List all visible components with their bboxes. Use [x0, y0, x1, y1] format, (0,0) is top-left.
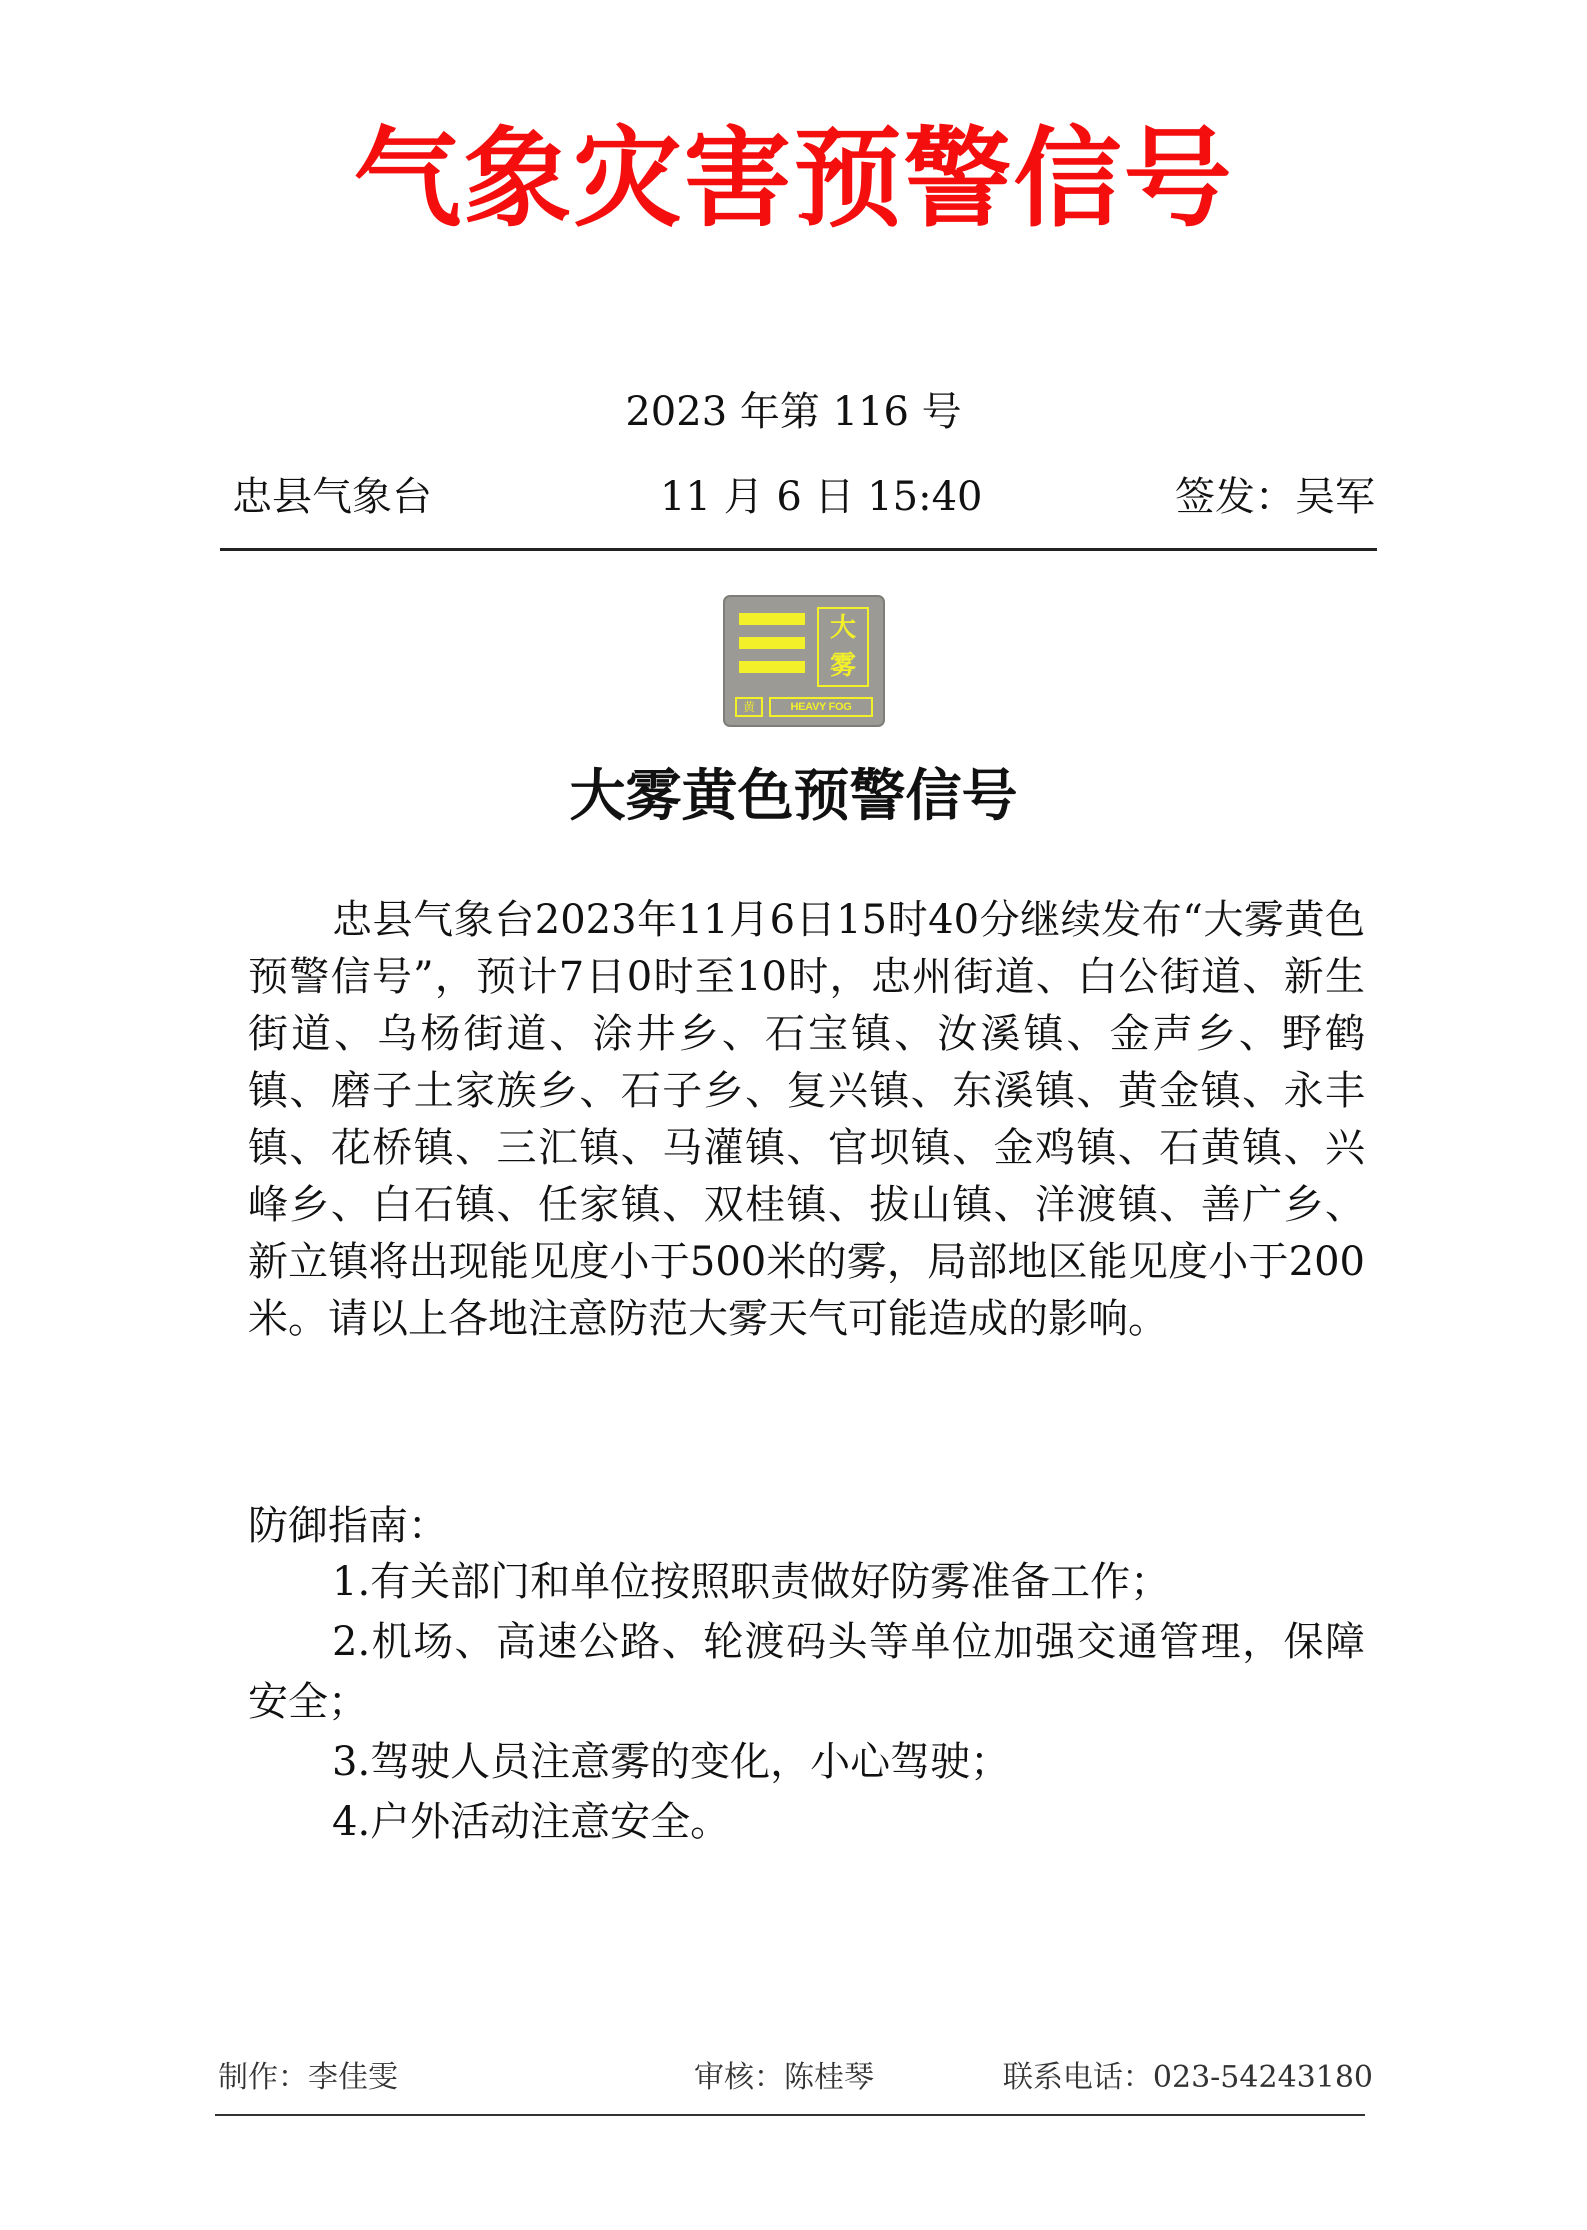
issuer: 忠县气象台: [232, 474, 432, 520]
warning-body: 忠县气象台2023年11月6日15时40分继续发布“大雾黄色预警信号”，预计7日0时至10时，忠州街道、白公街道、新生街道、乌杨街道、涂井乡、石宝镇、汝溪镇、金声乡、野鹤镇、磨子土家族乡、石子乡、复兴镇、东溪镇、黄金镇、永丰镇、花桥镇、三汇镇、马灌镇、官坝镇、金鸡镇、石黄镇、兴峰乡、白石镇、任家镇、双桂镇、拔山镇、洋渡镇、善广乡、新立镇将出现能见度小于500米的雾，局部地区能见度小于200米。请以上各地注意防范大雾天气可能造成的影响。: [248, 897, 1365, 1342]
sign-characters: 大 雾: [817, 607, 869, 687]
guide-item: 2.机场、高速公路、轮渡码头等单位加强交通管理，保障安全；: [248, 1619, 1365, 1725]
guide-item: 1.有关部门和单位按照职责做好防雾准备工作；: [332, 1559, 1171, 1605]
issue-datetime: 11 月 6 日 15:40: [660, 474, 983, 520]
signer: 签发：吴军: [1175, 474, 1375, 520]
warning-bars: [739, 613, 805, 675]
guide-list: [248, 1552, 1365, 1852]
guide-item: 4.户外活动注意安全。: [332, 1799, 731, 1845]
issue-number: 2023 年第 116 号: [625, 389, 962, 435]
guide-item: 3.驾驶人员注意雾的变化，小心驾驶；: [332, 1739, 1011, 1785]
yellow-fog-warning-icon: [723, 595, 885, 727]
reviewer: 审核：陈桂琴: [694, 2060, 874, 2095]
signal-title: 大雾黄色预警信号: [569, 763, 1018, 829]
guide-heading: 防御指南：: [248, 1503, 448, 1549]
sign-english-label: HEAVY FOG: [769, 697, 873, 717]
footer-divider: [215, 2114, 1365, 2116]
producer: 制作：李佳雯: [218, 2060, 398, 2095]
header-divider: [220, 548, 1377, 551]
document-title: 气象灾害预警信号: [353, 116, 1234, 242]
sign-color-label: 黄: [735, 697, 763, 717]
contact-phone: 联系电话：023-54243180: [1002, 2060, 1373, 2095]
